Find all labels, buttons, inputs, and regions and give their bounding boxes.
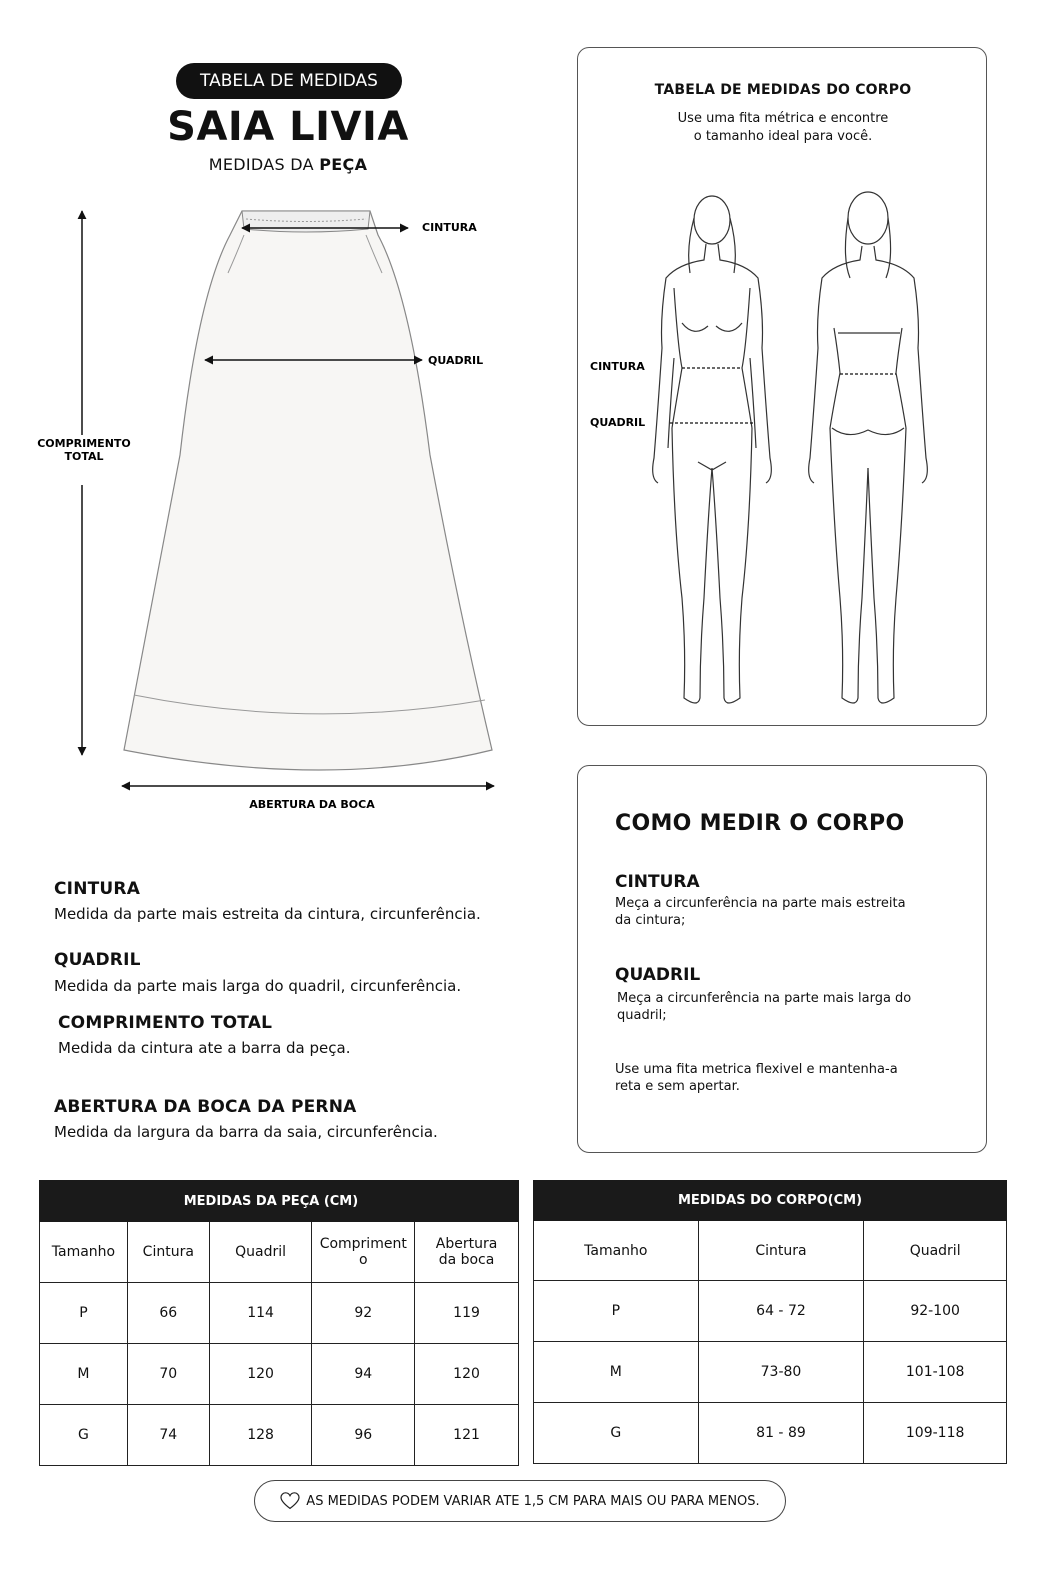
table-row — [534, 1281, 1007, 1342]
body-measure-panel — [577, 47, 987, 726]
table-cell: 66 — [127, 1283, 209, 1344]
table-cell: 96 — [312, 1405, 415, 1466]
page-subtitle — [150, 155, 426, 174]
col-header: Tamanho — [40, 1222, 128, 1283]
label-comprimento-1: COMPRIMENTO — [37, 437, 131, 450]
table-cell: P — [40, 1283, 128, 1344]
label-comprimento-2: TOTAL — [64, 450, 104, 463]
page-title: SAIA LIVIA — [167, 104, 409, 150]
body-figures-illustration — [578, 178, 988, 718]
skirt-shape — [124, 211, 492, 770]
desc-abertura-text: Medida da largura da barra da saia, circunferência. — [54, 1123, 438, 1141]
desc-quadril-heading: QUADRIL — [54, 950, 141, 970]
table-row — [534, 1403, 1007, 1464]
howto-cintura-heading: CINTURA — [615, 872, 700, 892]
howto-tip: Use uma fita metrica flexivel e mantenha-a reta e sem apertar. — [615, 1062, 898, 1094]
col-header: Cintura — [698, 1221, 864, 1281]
label-abertura: ABERTURA DA BOCA — [249, 798, 375, 811]
desc-comprimento-text: Medida da cintura ate a barra da peça. — [58, 1039, 351, 1057]
col-header: Abertura da boca — [415, 1222, 519, 1283]
table-cell: 114 — [209, 1283, 312, 1344]
table-cell: 73-80 — [698, 1342, 864, 1403]
heart-icon — [280, 1492, 300, 1510]
howto-quadril-text: Meça a circunferência na parte mais larga do quadril; — [617, 991, 912, 1023]
table-cell: 70 — [127, 1344, 209, 1405]
table-cell: M — [40, 1344, 128, 1405]
table-cell: 74 — [127, 1405, 209, 1466]
figure-label-cintura: CINTURA — [590, 360, 645, 373]
back-figure — [809, 192, 928, 703]
label-cintura: CINTURA — [422, 221, 477, 234]
table-cell: 101-108 — [864, 1342, 1007, 1403]
howto-cintura-text: Meça a circunferência na parte mais estreita da cintura; — [615, 896, 906, 928]
table-cell: 94 — [312, 1344, 415, 1405]
howto-title: COMO MEDIR O CORPO — [615, 811, 905, 836]
piece-measurements-table — [39, 1180, 519, 1466]
table-cell: M — [534, 1342, 699, 1403]
col-header: Quadril — [864, 1221, 1007, 1281]
piece-table-header-row — [40, 1222, 519, 1283]
body-panel-text-2: o tamanho ideal para você. — [693, 129, 873, 144]
desc-quadril-text: Medida da parte mais larga do quadril, circunferência. — [54, 977, 462, 995]
body-panel-text-1: Use uma fita métrica e encontre — [677, 111, 889, 126]
footer-note-text: AS MEDIDAS PODEM VARIAR ATE 1,5 CM PARA MAIS OU PARA MENOS. — [306, 1493, 760, 1509]
col-header: Cintura — [127, 1222, 209, 1283]
subtitle-prefix: MEDIDAS DA — [208, 155, 320, 174]
table-cell: 81 - 89 — [698, 1403, 864, 1464]
desc-cintura-heading: CINTURA — [54, 879, 141, 899]
table-cell: 128 — [209, 1405, 312, 1466]
front-figure — [653, 196, 772, 703]
table-cell: 64 - 72 — [698, 1281, 864, 1342]
header-pill — [176, 63, 402, 99]
desc-abertura-heading: ABERTURA DA BOCA DA PERNA — [54, 1097, 357, 1117]
body-panel-text — [638, 110, 928, 146]
body-table-title: MEDIDAS DO CORPO(CM) — [534, 1181, 1007, 1221]
how-to-measure-panel — [577, 765, 987, 1153]
table-cell: 119 — [415, 1283, 519, 1344]
col-header: Quadril — [209, 1222, 312, 1283]
table-cell: G — [40, 1405, 128, 1466]
table-cell: 120 — [209, 1344, 312, 1405]
table-row — [534, 1342, 1007, 1403]
table-cell: P — [534, 1281, 699, 1342]
desc-cintura-text: Medida da parte mais estreita da cintura, circunferência. — [54, 905, 481, 923]
table-cell: 109-118 — [864, 1403, 1007, 1464]
footer-note — [254, 1480, 786, 1522]
skirt-diagram — [30, 195, 520, 825]
table-cell: 92 — [312, 1283, 415, 1344]
table-cell: 121 — [415, 1405, 519, 1466]
col-header: Tamanho — [534, 1221, 699, 1281]
label-quadril: QUADRIL — [428, 354, 484, 367]
subtitle-bold: PEÇA — [319, 155, 368, 174]
header-pill-label: TABELA DE MEDIDAS — [200, 71, 378, 91]
table-cell: G — [534, 1403, 699, 1464]
body-table-header-row — [534, 1221, 1007, 1281]
table-row — [40, 1283, 519, 1344]
table-row — [40, 1405, 519, 1466]
col-header: Comprimento — [312, 1222, 415, 1283]
piece-table-title: MEDIDAS DA PEÇA (CM) — [127, 1181, 414, 1222]
table-cell: 120 — [415, 1344, 519, 1405]
desc-comprimento-heading: COMPRIMENTO TOTAL — [58, 1013, 273, 1033]
howto-quadril-heading: QUADRIL — [615, 965, 701, 985]
figure-label-quadril: QUADRIL — [590, 416, 646, 429]
body-measurements-table — [533, 1180, 1007, 1464]
table-row — [40, 1344, 519, 1405]
table-cell: 92-100 — [864, 1281, 1007, 1342]
body-panel-title: TABELA DE MEDIDAS DO CORPO — [654, 82, 912, 98]
